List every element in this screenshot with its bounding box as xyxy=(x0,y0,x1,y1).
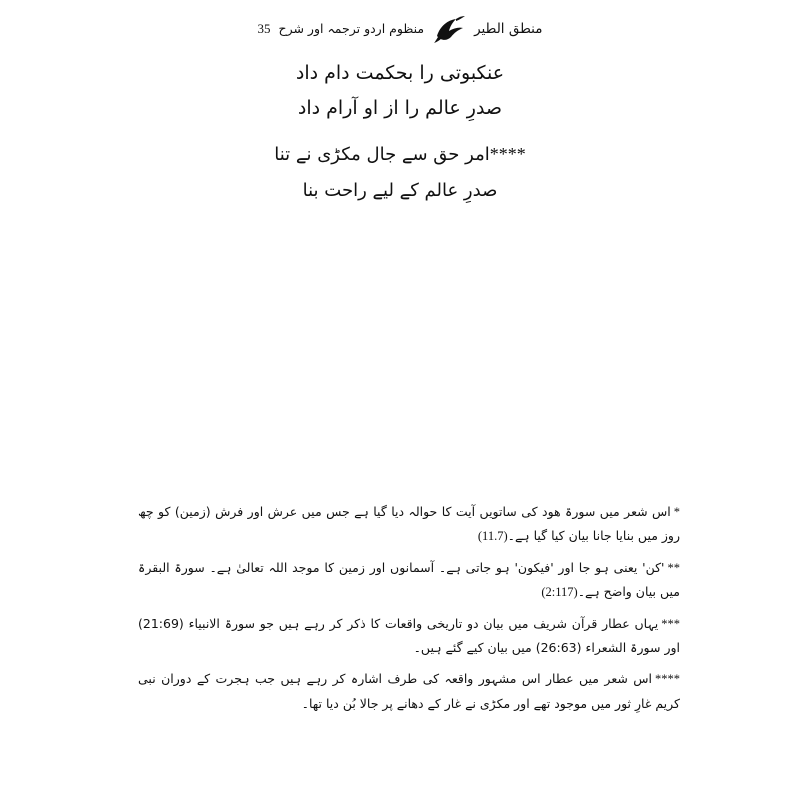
persian-verse-block xyxy=(0,56,800,126)
translation-marker-1: **** xyxy=(489,144,526,164)
footnote-marker-2: ** xyxy=(667,560,680,575)
page-number: 35 xyxy=(257,20,271,36)
footnote-2 xyxy=(138,556,680,605)
footnote-3 xyxy=(138,612,680,661)
footnote-marker-1: * xyxy=(673,505,680,519)
footnote-4 xyxy=(138,667,680,716)
footnote-1 xyxy=(138,500,680,549)
footnote-text-4: اس شعر میں عطار اس مشہور واقعہ کی طرف اشارہ کر رہے ہیں جب ہجرت کے دوران نبی کریم غارِ ثور میں موجود تھے اور مکڑی نے غار کے دھانے پر جالا بُن دیا تھا۔ xyxy=(138,671,680,711)
footnote-ref-2: (2:117) xyxy=(541,585,578,600)
footnote-text-2: 'کن' یعنی ہو جا اور 'فیکون' ہو جاتی ہے۔ آسمانوں اور زمین کا موجد اللہ تعالیٰ ہے۔ سورۃ البقرۃ میں بیان واضح ہے۔ xyxy=(138,559,680,600)
verse-line-1: عنکبوتی را بحکمت دام داد xyxy=(295,62,505,84)
translation-line-1 xyxy=(0,136,800,173)
bird-ornament-icon xyxy=(432,14,466,44)
footnote-marker-4: **** xyxy=(655,672,680,687)
translation-text-1: امر حق سے جال مکڑی نے تنا xyxy=(274,144,490,165)
footnote-marker-3: *** xyxy=(661,616,680,631)
verse-line-2: صدرِ عالم را از او آرام داد xyxy=(297,97,503,120)
urdu-translation-block xyxy=(0,136,800,209)
book-title: منطق الطیر xyxy=(474,20,543,37)
translation-text-2: صدرِ عالم کے لیے راحت بنا xyxy=(302,180,498,201)
footnotes-section xyxy=(138,500,680,723)
page-header xyxy=(0,14,800,44)
footnote-text-1: اس شعر میں سورۃ ھود کی ساتویں آیت کا حوالہ دیا گیا ہے جس میں عرش اور فرش (زمین) کو چھ روز میں بنایا جانا بیان کیا گیا ہے۔ xyxy=(138,504,680,544)
footnote-ref-1: (11.7) xyxy=(477,529,508,544)
translation-line-2 xyxy=(0,173,800,209)
header-inner xyxy=(258,14,543,44)
header-subtitle: منظوم اردو ترجمہ اور شرح xyxy=(278,21,425,37)
footnote-text-3: یہاں عطار قرآن شریف میں بیان دو تاریخی واقعات کا ذکر کر رہے ہیں جو سورۃ الانبیاء (21:69) اور سورۃ الشعراء (26:63) میں بیان کیے گئے ہیں۔ xyxy=(138,615,680,655)
